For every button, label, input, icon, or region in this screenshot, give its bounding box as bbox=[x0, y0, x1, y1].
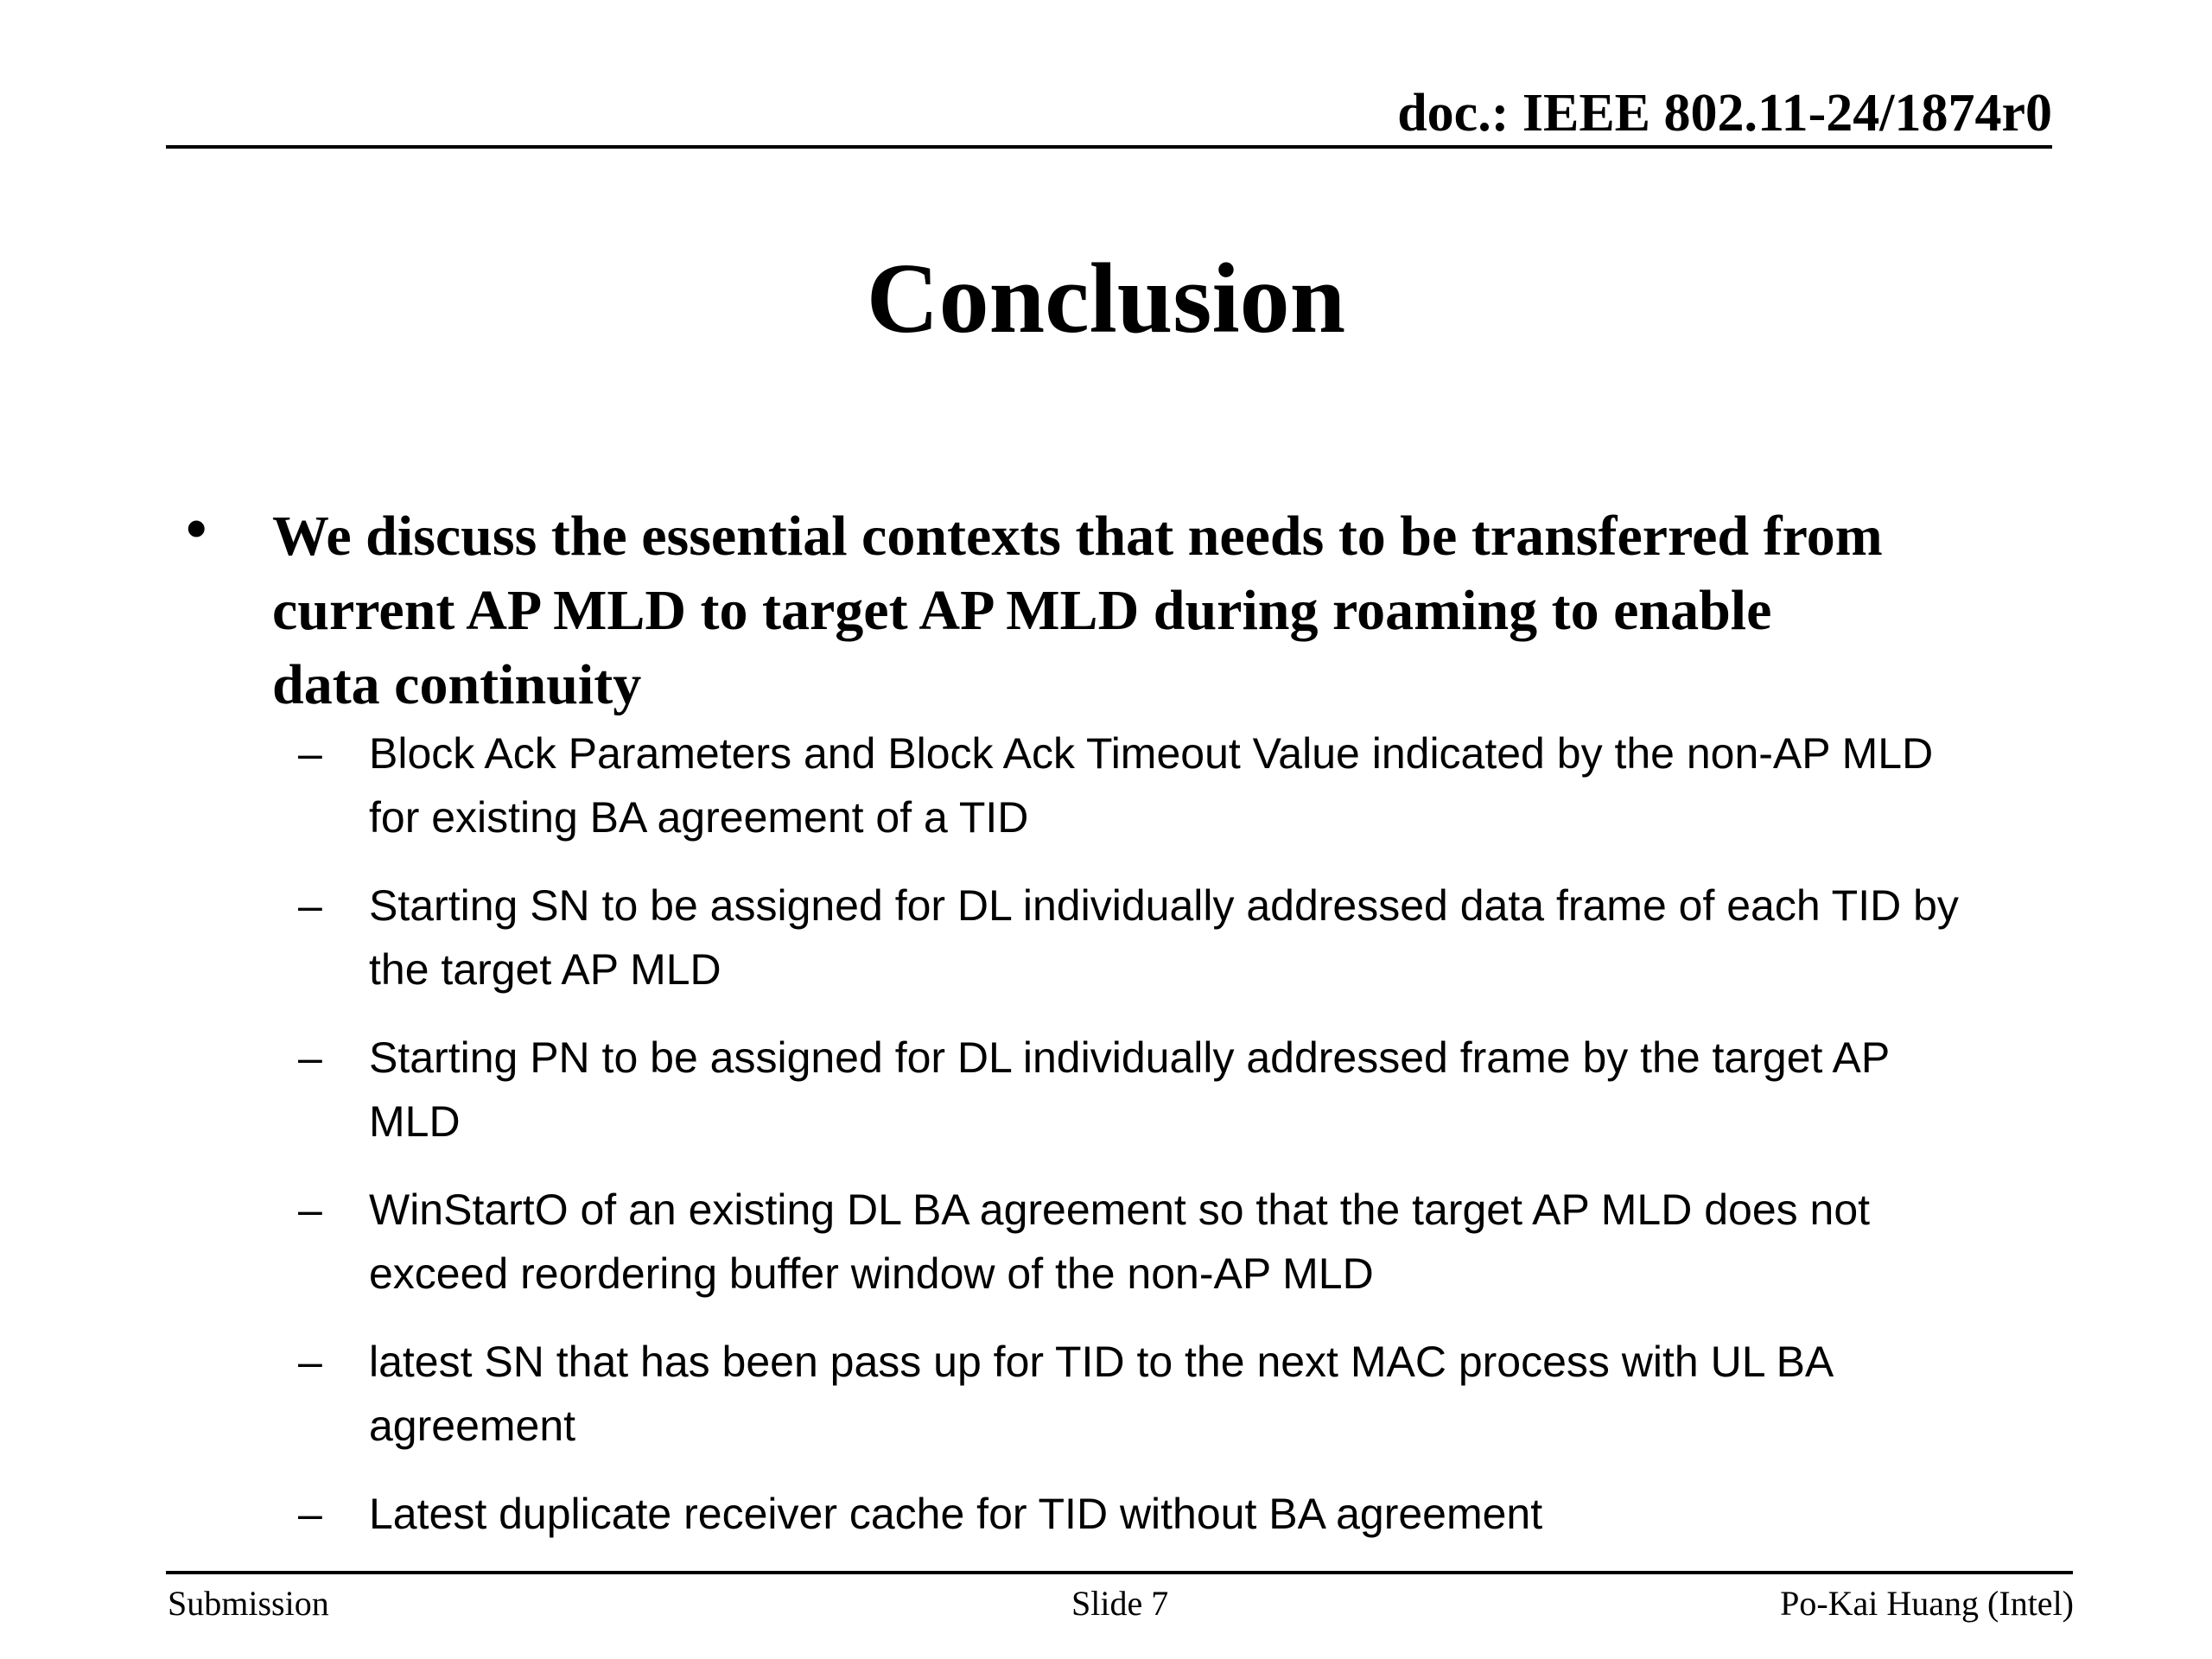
sub-bullet-marker: – bbox=[298, 1185, 322, 1234]
sub-bullet-line: Block Ack Parameters and Block Ack Timeout Value indicated by the non-AP MLD bbox=[369, 729, 1934, 778]
sub-bullet-line: Starting PN to be assigned for DL individually addressed frame by the target AP bbox=[369, 1033, 1891, 1082]
sub-bullet-line: Latest duplicate receiver cache for TID without BA agreement bbox=[369, 1490, 1543, 1538]
sub-bullet-item bbox=[298, 1330, 2095, 1458]
sub-bullet-line: agreement bbox=[369, 1402, 576, 1450]
main-bullet-text bbox=[272, 499, 2069, 722]
sub-bullet-line: Starting SN to be assigned for DL individually addressed data frame of each TID by bbox=[369, 881, 1959, 930]
document-id: doc.: IEEE 802.11-24/1874r0 bbox=[1397, 84, 2052, 143]
sub-bullet-item bbox=[298, 721, 2095, 849]
main-bullet-line: current AP MLD to target AP MLD during roaming to enable bbox=[272, 579, 1772, 642]
sub-bullet-marker: – bbox=[298, 1338, 322, 1386]
footer-submission: Submission bbox=[168, 1584, 329, 1623]
sub-bullet-marker: – bbox=[298, 729, 322, 778]
slide-title: Conclusion bbox=[866, 244, 1346, 354]
sub-bullet-item bbox=[298, 1178, 2095, 1306]
sub-bullet-line: exceed reordering buffer window of the non-AP MLD bbox=[369, 1249, 1374, 1298]
header-rule bbox=[166, 145, 2052, 149]
main-bullet-line: data continuity bbox=[272, 653, 642, 716]
sub-bullet-line: latest SN that has been pass up for TID to the next MAC process with UL BA bbox=[369, 1338, 1834, 1386]
footer-rule bbox=[166, 1571, 2073, 1574]
footer-author: Po-Kai Huang (Intel) bbox=[1780, 1584, 2074, 1623]
sub-bullet-line: the target AP MLD bbox=[369, 945, 721, 994]
sub-bullet-item bbox=[298, 874, 2095, 1001]
sub-bullet-list bbox=[298, 721, 2095, 1570]
sub-bullet-marker: – bbox=[298, 1033, 322, 1082]
sub-bullet-marker: – bbox=[298, 881, 322, 930]
main-bullet-line: We discuss the essential contexts that needs to be transferred from bbox=[272, 505, 1883, 568]
sub-bullet-line: for existing BA agreement of a TID bbox=[369, 793, 1029, 842]
main-bullet-marker: • bbox=[186, 496, 207, 563]
sub-bullet-line: MLD bbox=[369, 1097, 461, 1146]
sub-bullet-marker: – bbox=[298, 1490, 322, 1538]
sub-bullet-line: WinStartO of an existing DL BA agreement so that the target AP MLD does not bbox=[369, 1185, 1871, 1234]
footer-slide-number: Slide 7 bbox=[1071, 1584, 1169, 1623]
sub-bullet-item bbox=[298, 1482, 2095, 1546]
sub-bullet-item bbox=[298, 1026, 2095, 1154]
